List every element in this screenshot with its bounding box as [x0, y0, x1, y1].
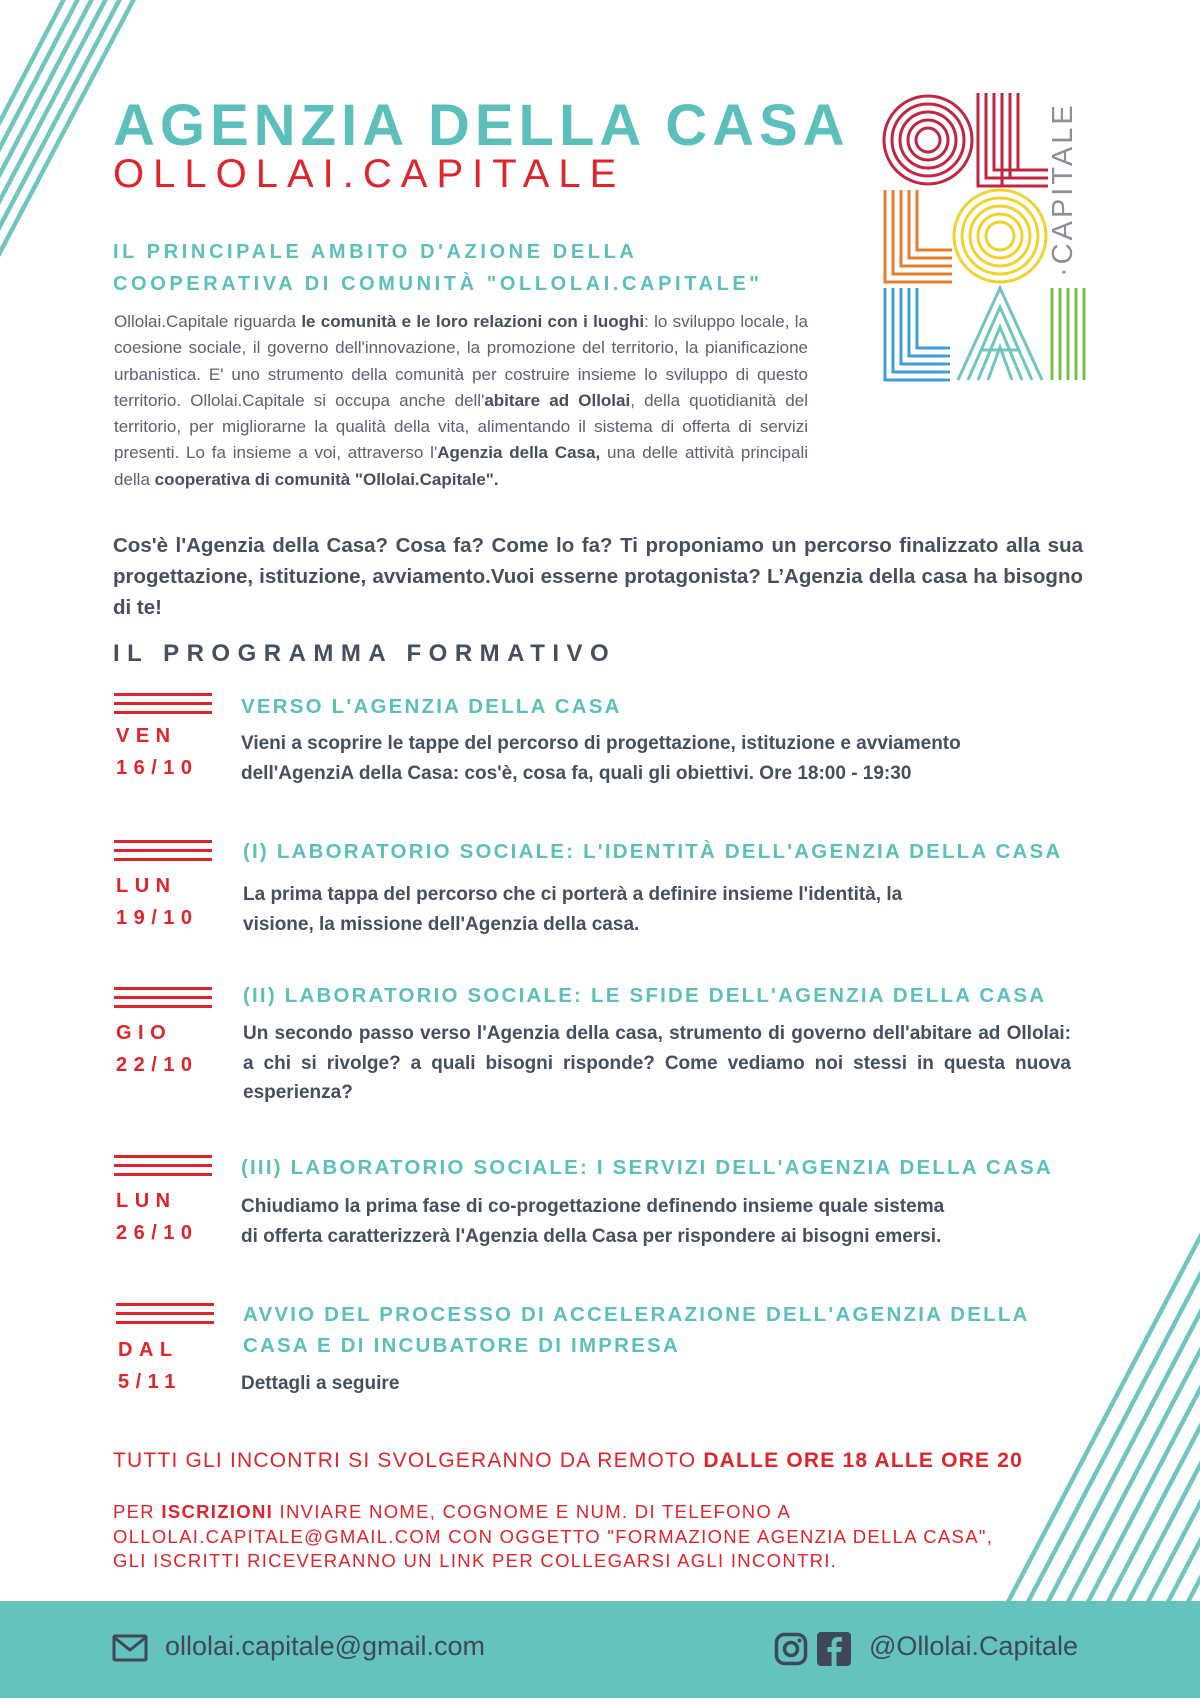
- section-heading-ambito: [113, 236, 833, 300]
- event-date: [116, 1017, 226, 1081]
- event-title-line: CASA E DI INCUBATORE DI IMPRESA: [243, 1334, 680, 1357]
- enrollment-prefix: PER: [113, 1501, 162, 1522]
- event-day-number: 26/10: [116, 1222, 199, 1244]
- event-title: [243, 1299, 1030, 1361]
- event-date: [116, 720, 226, 784]
- event-day: LUN: [116, 875, 177, 897]
- intro-bold-3: Agenzia della Casa,: [437, 443, 601, 463]
- page-title: AGENZIA DELLA CASA: [113, 93, 850, 158]
- event-description: Dettagli a seguire: [241, 1373, 400, 1394]
- event-day-number: 19/10: [116, 907, 199, 929]
- enrollment-details: INVIARE NOME, COGNOME E NUM. DI TELEFONO A OLLOLAI.CAPITALE@GMAIL.COM CON OGGETTO "FORMAZIONE AGENZIA DELLA CASA", GLI ISCRITTI RICEVERANNO UN LINK PER COLLEGARSI AGLI INCONTRI.: [113, 1501, 994, 1571]
- date-stripes-icon: [114, 693, 212, 716]
- program-heading: IL PROGRAMMA FORMATIVO: [113, 640, 617, 667]
- event-day: VEN: [116, 725, 177, 747]
- decorative-stripes-bottom-right: [990, 1200, 1200, 1602]
- event-description-line: Chiudiamo la prima fase di co-progettazione definendo insieme quale sistema: [241, 1196, 945, 1217]
- event-day-number: 22/10: [116, 1054, 199, 1076]
- intro-text-4: una delle attività principali della: [114, 443, 808, 489]
- intro-text-2: : lo sviluppo locale, la coesione sociale, il governo dell'innovazione, la promozione del territorio, la pianificazione urbanistica. E' uno strumento della comunità per costruire insieme lo sviluppo di questo territorio. Ollolai.Capitale si occupa anche dell': [114, 312, 808, 410]
- date-stripes-icon: [114, 1155, 212, 1178]
- footer-social-handle[interactable]: @Ollolai.Capitale: [869, 1631, 1078, 1661]
- event-day: GIO: [116, 1022, 173, 1044]
- event-day: DAL: [118, 1339, 179, 1361]
- event-title: (III) LABORATORIO SOCIALE: I SERVIZI DELL'AGENZIA DELLA CASA: [241, 1156, 1053, 1179]
- event-description-line: visione, la missione dell'Agenzia della casa.: [243, 913, 640, 935]
- facebook-icon[interactable]: [817, 1632, 851, 1666]
- event-title: VERSO L'AGENZIA DELLA CASA: [241, 695, 622, 718]
- remote-meetings-note: [113, 1449, 1023, 1473]
- intro-text-1: Ollolai.Capitale riguarda: [114, 312, 302, 331]
- ambito-line-1: IL PRINCIPALE AMBITO D'AZIONE DELLA: [113, 241, 638, 263]
- event-description-line: La prima tappa del percorso che ci porterà a definire insieme l'identità, la: [243, 884, 903, 905]
- event-description: [243, 880, 1043, 939]
- footer-email[interactable]: ollolai.capitale@gmail.com: [165, 1631, 486, 1661]
- event-description-line: Vieni a scoprire le tappe del percorso di progettazione, istituzione e avviamento: [241, 733, 961, 754]
- event-description: [241, 1192, 1061, 1251]
- svg-text:·CAPITALE: ·CAPITALE: [1047, 102, 1079, 277]
- enrollment-keyword: ISCRIZIONI: [161, 1501, 274, 1522]
- event-date: [118, 1334, 228, 1398]
- ambito-line-2: COOPERATIVA DI COMUNITÀ "OLLOLAI.CAPITALE": [113, 273, 763, 295]
- enrollment-note: [113, 1500, 1013, 1574]
- page-subtitle: OLLOLAI.CAPITALE: [113, 152, 626, 196]
- intro-bold-2: abitare ad Ollolai: [484, 390, 631, 410]
- intro-paragraph: [114, 309, 808, 493]
- date-stripes-icon: [114, 987, 212, 1010]
- event-day-number: 16/10: [116, 757, 199, 779]
- event-day-number: 5/11: [118, 1371, 182, 1393]
- intro-bold-4: cooperativa di comunità "Ollolai.Capitale".: [154, 469, 499, 489]
- date-stripes-icon: [116, 1303, 214, 1326]
- instagram-icon[interactable]: [774, 1632, 808, 1666]
- mail-icon: [112, 1634, 148, 1662]
- event-description: [241, 729, 1041, 788]
- event-description: Un secondo passo verso l'Agenzia della casa, strumento di governo dell'abitare ad Ollolai: a chi si rivolge? a quali bisogni risponde? Come vediamo noi stessi in questa nuova esperienza?: [243, 1023, 1071, 1103]
- event-description-line: dell'AgenziA della Casa: cos'è, cosa fa, quali gli obiettivi. Ore 18:00 - 19:30: [241, 762, 912, 784]
- remote-note-hours: DALLE ORE 18 ALLE ORE 20: [703, 1449, 1024, 1472]
- intro-text-3: , della quotidianità del territorio, per migliorarne la qualità della vita, alimentando il sistema di offerta di servizi presenti. Lo fa insieme a voi, attraverso l': [114, 390, 808, 463]
- call-to-action-question: Cos'è l'Agenzia della Casa? Cosa fa? Come lo fa? Ti proponiamo un percorso finalizzato alla sua progettazione, istituzione, avviamento.Vuoi esserne protagonista? L’Agenzia della casa ha bisogno di te!: [113, 534, 1083, 619]
- date-stripes-icon: [114, 840, 212, 863]
- event-date: [116, 1185, 226, 1249]
- intro-bold-1: le comunità e le loro relazioni con i luoghi: [301, 312, 645, 331]
- event-title: (I) LABORATORIO SOCIALE: L'IDENTITÀ DELL'AGENZIA DELLA CASA: [243, 840, 1063, 863]
- remote-note-text: TUTTI GLI INCONTRI SI SVOLGERANNO DA REMOTO: [113, 1449, 704, 1472]
- event-day: LUN: [116, 1190, 177, 1212]
- logo-capitale-wordmark: [1040, 89, 1082, 279]
- event-title: (II) LABORATORIO SOCIALE: LE SFIDE DELL'AGENZIA DELLA CASA: [243, 984, 1047, 1007]
- event-date: [116, 870, 226, 934]
- event-title-line: AVVIO DEL PROCESSO DI ACCELERAZIONE DELL'AGENZIA DELLA: [243, 1303, 1030, 1326]
- event-description-line: di offerta caratterizzerà l'Agenzia della Casa per rispondere ai bisogni emersi.: [241, 1225, 942, 1247]
